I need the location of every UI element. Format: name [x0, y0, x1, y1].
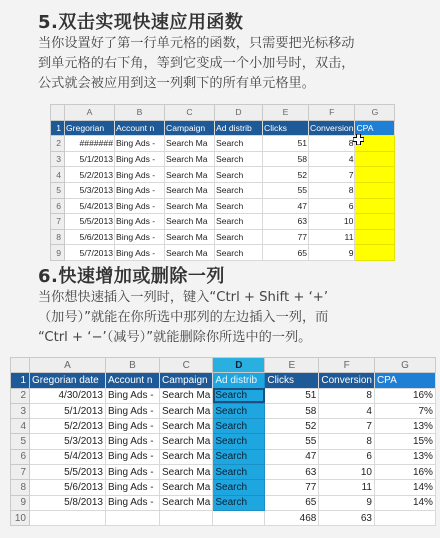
table-row [11, 434, 436, 449]
cell-d[interactable]: Search [215, 182, 263, 198]
cell-d[interactable]: Search [215, 214, 263, 230]
header-cell[interactable]: Gregorian [65, 120, 115, 136]
cell-e[interactable]: 468 [265, 510, 319, 525]
column-header-a[interactable]: A [65, 105, 115, 121]
cell-g[interactable] [355, 151, 395, 167]
column-header-g[interactable]: G [355, 105, 395, 121]
table-row [11, 480, 436, 495]
cell-d[interactable]: Search [215, 245, 263, 261]
cell-c[interactable]: Search Ma [160, 465, 213, 480]
cell-d[interactable]: Search [213, 449, 265, 464]
cell-e[interactable]: 63 [263, 214, 309, 230]
cell-a[interactable]: 5/6/2013 [65, 229, 115, 245]
cell-c[interactable]: Search Ma [165, 214, 215, 230]
spreadsheet-2 [10, 357, 436, 526]
table-row [51, 167, 395, 183]
row-header[interactable]: 5 [51, 182, 65, 198]
cell-f[interactable]: 4 [309, 151, 355, 167]
table-row [51, 214, 395, 230]
cell-b[interactable]: Bing Ads - [106, 403, 160, 418]
sheet-2-body [11, 388, 436, 526]
row-header[interactable]: 9 [51, 245, 65, 261]
header-cell[interactable]: Campaign [160, 373, 213, 388]
table-row [11, 419, 436, 434]
spreadsheet-1 [50, 104, 395, 261]
column-header-f[interactable]: F [309, 105, 355, 121]
cell-g[interactable] [355, 182, 395, 198]
row-header[interactable]: 6 [11, 449, 30, 464]
cell-b[interactable]: Bing Ads - [106, 465, 160, 480]
paragraph-line: 当你想快速插入一列时，键入“Ctrl + Shift + ‘+’ [38, 290, 329, 305]
cell-e[interactable]: 52 [263, 167, 309, 183]
cell-c[interactable]: Search Ma [160, 480, 213, 495]
row-header[interactable]: 2 [51, 136, 65, 152]
column-header-row [11, 358, 436, 373]
select-all-corner[interactable] [11, 358, 30, 373]
cell-e[interactable]: 77 [263, 229, 309, 245]
cell-b[interactable]: Bing Ads - [115, 245, 165, 261]
cell-d[interactable]: Search [215, 151, 263, 167]
cell-e[interactable]: 51 [265, 388, 319, 403]
cell-a[interactable]: 5/4/2013 [30, 449, 106, 464]
cell-f[interactable]: 9 [319, 495, 375, 510]
cell-c[interactable]: Search Ma [165, 229, 215, 245]
header-cell[interactable]: Account n [106, 373, 160, 388]
cell-g[interactable] [355, 198, 395, 214]
row-header[interactable]: 10 [11, 510, 30, 525]
cell-c[interactable] [160, 510, 213, 525]
select-all-corner[interactable] [51, 105, 65, 121]
header-cell[interactable]: Gregorian date [30, 373, 106, 388]
cell-g[interactable] [355, 245, 395, 261]
cell-a[interactable]: 5/7/2013 [65, 245, 115, 261]
header-row [11, 373, 436, 388]
cell-c[interactable]: Search Ma [165, 167, 215, 183]
cell-e[interactable]: 65 [263, 245, 309, 261]
table-row [51, 151, 395, 167]
row-header[interactable]: 9 [11, 495, 30, 510]
cell-a[interactable]: 5/1/2013 [65, 151, 115, 167]
cell-a[interactable]: 5/3/2013 [65, 182, 115, 198]
section-5-paragraph [38, 34, 434, 94]
cell-f[interactable]: 7 [319, 419, 375, 434]
cell-g[interactable]: 14% [374, 495, 435, 510]
column-header-f[interactable]: F [319, 358, 375, 373]
column-header-d-selected[interactable]: D [213, 358, 265, 373]
cell-g[interactable]: 15% [374, 434, 435, 449]
cell-e[interactable]: 55 [265, 434, 319, 449]
cell-g[interactable] [355, 167, 395, 183]
table-row [11, 449, 436, 464]
cell-f[interactable]: 8 [309, 136, 355, 152]
cell-e[interactable]: 58 [263, 151, 309, 167]
cell-f[interactable]: 4 [319, 403, 375, 418]
cell-d[interactable]: Search [213, 403, 265, 418]
header-cell-selected[interactable]: Ad distrib [213, 373, 265, 388]
cell-b[interactable]: Bing Ads - [115, 229, 165, 245]
cell-e[interactable]: 63 [265, 465, 319, 480]
cell-f[interactable]: 8 [309, 182, 355, 198]
column-header-c[interactable]: C [160, 358, 213, 373]
cell-f[interactable]: 11 [319, 480, 375, 495]
cell-a[interactable]: 5/5/2013 [65, 214, 115, 230]
cell-g[interactable]: 7% [374, 403, 435, 418]
cell-a[interactable]: 5/2/2013 [65, 167, 115, 183]
cell-g[interactable]: 14% [374, 480, 435, 495]
cell-a[interactable]: 5/8/2013 [30, 495, 106, 510]
cell-c[interactable]: Search Ma [160, 449, 213, 464]
cell-b[interactable]: Bing Ads - [115, 151, 165, 167]
cell-c[interactable]: Search Ma [165, 182, 215, 198]
cell-c[interactable]: Search Ma [165, 136, 215, 152]
paragraph-line: 当你设置好了第一行单元格的函数，只需要把光标移动 [38, 36, 355, 51]
row-header[interactable]: 3 [11, 403, 30, 418]
table-row [51, 198, 395, 214]
table-row [51, 136, 395, 152]
paragraph-line: 到单元格的右下角，等到它变成一个小加号时，双击， [38, 56, 355, 71]
cell-c[interactable]: Search Ma [160, 403, 213, 418]
cell-e[interactable]: 47 [263, 198, 309, 214]
table-row [11, 403, 436, 418]
cell-e[interactable]: 58 [265, 403, 319, 418]
header-cell[interactable]: Campaign [165, 120, 215, 136]
cell-c[interactable]: Search Ma [160, 495, 213, 510]
cell-f[interactable]: 10 [319, 465, 375, 480]
cell-d[interactable]: Search [213, 388, 265, 403]
row-header[interactable]: 3 [51, 151, 65, 167]
cell-b[interactable]: Bing Ads - [115, 198, 165, 214]
cell-c[interactable]: Search Ma [160, 434, 213, 449]
cell-b[interactable]: Bing Ads - [115, 167, 165, 183]
row-header[interactable]: 4 [11, 419, 30, 434]
cell-d[interactable]: Search [213, 465, 265, 480]
paragraph-line: “Ctrl + ‘−’（减号）”就能删除你所选中的一列。 [38, 330, 312, 345]
row-header[interactable]: 6 [51, 198, 65, 214]
table-row [11, 510, 436, 525]
cell-g[interactable] [355, 229, 395, 245]
header-cell[interactable]: Conversion [309, 120, 355, 136]
column-header-b[interactable]: B [115, 105, 165, 121]
fill-handle-crosshair-icon [353, 134, 364, 145]
cell-e[interactable]: 77 [265, 480, 319, 495]
cell-c[interactable]: Search Ma [160, 388, 213, 403]
cell-g[interactable] [374, 510, 435, 525]
table-row [11, 465, 436, 480]
header-cell[interactable]: Clicks [263, 120, 309, 136]
cell-d[interactable]: Search [213, 495, 265, 510]
section-5-title: 5.双击实现快速应用函数 [38, 12, 244, 33]
row-header[interactable]: 2 [11, 388, 30, 403]
cell-f[interactable]: 8 [319, 388, 375, 403]
cell-a[interactable]: ####### [65, 136, 115, 152]
section-6-title: 6.快速增加或删除一列 [38, 266, 225, 287]
cell-f[interactable]: 8 [319, 434, 375, 449]
cell-f[interactable]: 6 [309, 198, 355, 214]
cell-d[interactable]: Search [213, 419, 265, 434]
paragraph-line: 公式就会被应用到这一列剩下的所有单元格里。 [38, 76, 315, 91]
cell-f[interactable]: 63 [319, 510, 375, 525]
row-header[interactable]: 5 [11, 434, 30, 449]
cell-f[interactable]: 6 [319, 449, 375, 464]
row-header[interactable]: 1 [11, 373, 30, 388]
cell-e[interactable]: 65 [265, 495, 319, 510]
header-cell-cpa[interactable]: CPA [374, 373, 435, 388]
header-cell-cpa[interactable]: CPA [355, 120, 395, 136]
column-header-row [51, 105, 395, 121]
cell-b[interactable]: Bing Ads - [115, 136, 165, 152]
cell-d[interactable]: Search [215, 136, 263, 152]
cell-b[interactable]: Bing Ads - [106, 434, 160, 449]
cell-a[interactable]: 5/2/2013 [30, 419, 106, 434]
cell-a[interactable]: 5/5/2013 [30, 465, 106, 480]
row-header[interactable]: 1 [51, 120, 65, 136]
column-header-c[interactable]: C [165, 105, 215, 121]
cell-d[interactable]: Search [213, 480, 265, 495]
table-row [11, 388, 436, 403]
cell-g[interactable]: 13% [374, 419, 435, 434]
table-row [51, 182, 395, 198]
cell-g[interactable]: 16% [374, 388, 435, 403]
table-row [11, 495, 436, 510]
cell-b[interactable]: Bing Ads - [115, 182, 165, 198]
cell-c[interactable]: Search Ma [165, 245, 215, 261]
header-row [51, 120, 395, 136]
header-cell[interactable]: Clicks [265, 373, 319, 388]
cell-a[interactable]: 5/4/2013 [65, 198, 115, 214]
cell-b[interactable]: Bing Ads - [106, 480, 160, 495]
row-header[interactable]: 4 [51, 167, 65, 183]
sheet-1-body [51, 136, 395, 261]
cell-g[interactable]: 13% [374, 449, 435, 464]
cell-b[interactable]: Bing Ads - [106, 388, 160, 403]
cell-b[interactable] [106, 510, 160, 525]
cell-b[interactable]: Bing Ads - [106, 449, 160, 464]
table-row [51, 245, 395, 261]
cell-e[interactable]: 52 [265, 419, 319, 434]
column-header-e[interactable]: E [265, 358, 319, 373]
cell-g[interactable]: 16% [374, 465, 435, 480]
cell-a[interactable]: 5/1/2013 [30, 403, 106, 418]
header-cell[interactable]: Ad distrib [215, 120, 263, 136]
cell-d[interactable]: Search [215, 167, 263, 183]
cell-g[interactable] [355, 214, 395, 230]
cell-b[interactable]: Bing Ads - [106, 495, 160, 510]
row-header[interactable]: 7 [11, 465, 30, 480]
section-6-paragraph [38, 288, 434, 348]
cell-a[interactable]: 5/6/2013 [30, 480, 106, 495]
cell-c[interactable]: Search Ma [165, 198, 215, 214]
column-header-a[interactable]: A [30, 358, 106, 373]
cell-a[interactable]: 4/30/2013 [30, 388, 106, 403]
column-header-g[interactable]: G [374, 358, 435, 373]
cell-d[interactable] [213, 510, 265, 525]
cell-d[interactable]: Search [215, 229, 263, 245]
cell-a[interactable]: 5/3/2013 [30, 434, 106, 449]
column-header-e[interactable]: E [263, 105, 309, 121]
cell-f[interactable]: 9 [309, 245, 355, 261]
cell-d[interactable]: Search [215, 198, 263, 214]
cell-c[interactable]: Search Ma [165, 151, 215, 167]
cell-f[interactable]: 7 [309, 167, 355, 183]
cell-b[interactable]: Bing Ads - [115, 214, 165, 230]
cell-f[interactable]: 11 [309, 229, 355, 245]
cell-d[interactable]: Search [213, 434, 265, 449]
header-cell[interactable]: Account n [115, 120, 165, 136]
cell-f[interactable]: 10 [309, 214, 355, 230]
column-header-b[interactable]: B [106, 358, 160, 373]
row-header[interactable]: 8 [51, 229, 65, 245]
paragraph-line: （加号）”就能在你所选中那列的左边插入一列，而 [38, 310, 329, 325]
cell-e[interactable]: 55 [263, 182, 309, 198]
row-header[interactable]: 7 [51, 214, 65, 230]
header-cell[interactable]: Conversion [319, 373, 375, 388]
cell-c[interactable]: Search Ma [160, 419, 213, 434]
cell-b[interactable]: Bing Ads - [106, 419, 160, 434]
table-row [51, 229, 395, 245]
row-header[interactable]: 8 [11, 480, 30, 495]
cell-a[interactable] [30, 510, 106, 525]
cell-e[interactable]: 47 [265, 449, 319, 464]
cell-e[interactable]: 51 [263, 136, 309, 152]
column-header-d[interactable]: D [215, 105, 263, 121]
